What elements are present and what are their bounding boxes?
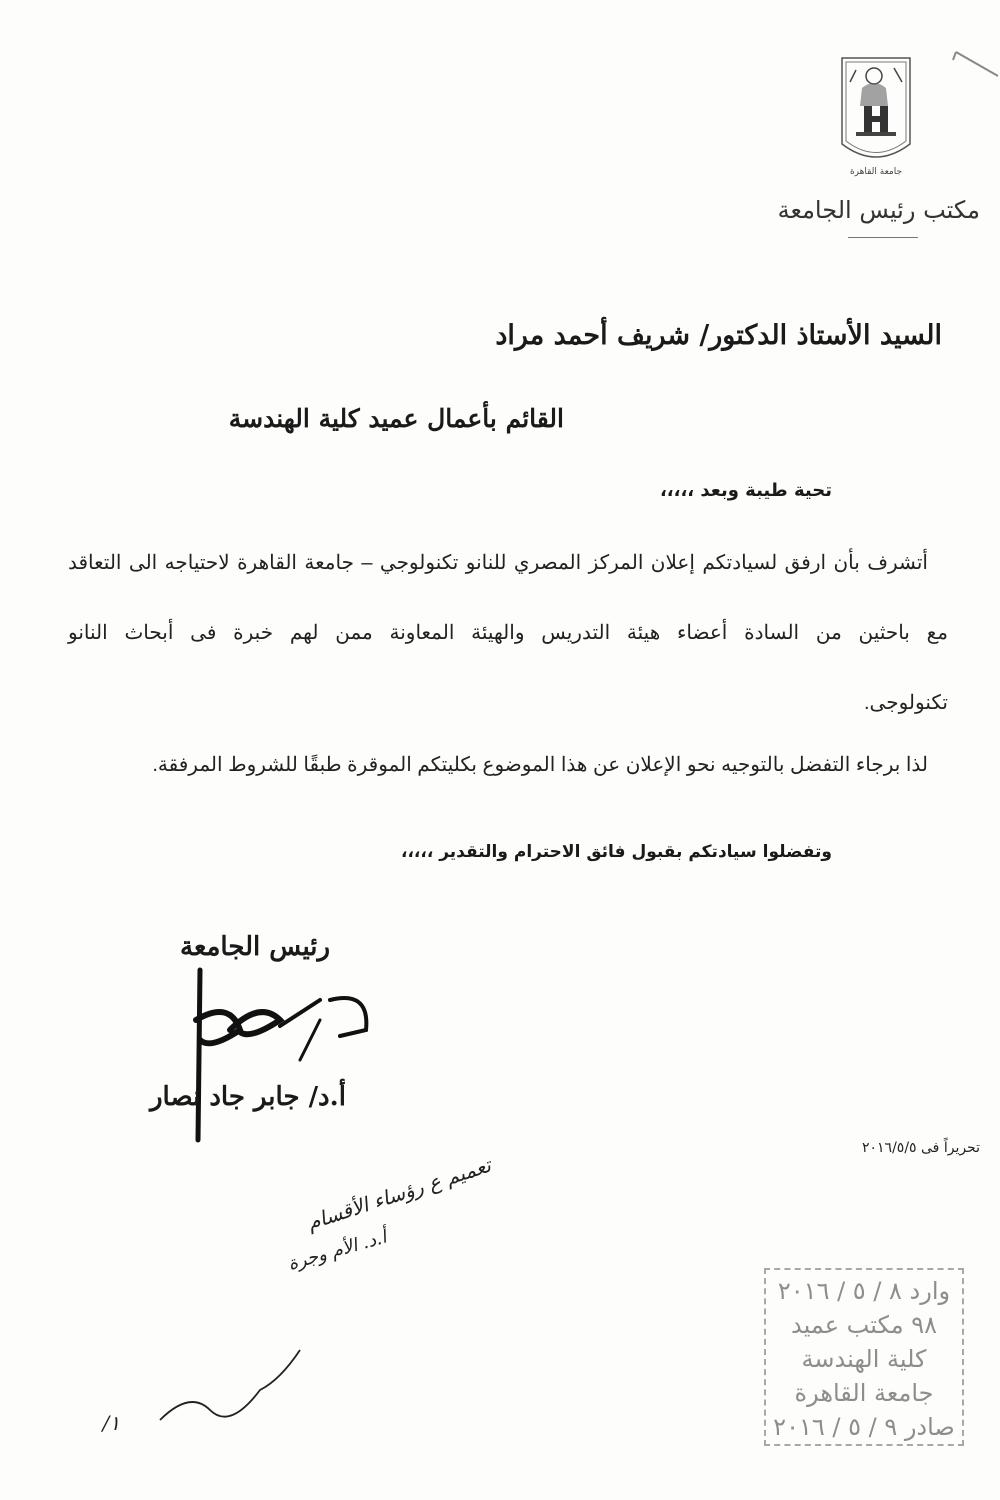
greeting: تحية طيبة وبعد ،،،،، [659,480,832,501]
stamp-line-3: كلية الهندسة [801,1345,927,1373]
recipient-name: السيد الأستاذ الدكتور/ شريف أحمد مراد [495,320,942,351]
stamp-line-4: جامعة القاهرة [794,1379,934,1407]
note-initials: ١/ [102,1411,120,1435]
stamp-line-5: صادر ٩ / ٥ / ٢٠١٦ [773,1413,955,1441]
note-line-1: تعميم ع رؤساء الأقسام [304,1152,494,1235]
staple-mark-icon [950,50,1000,80]
handwritten-signature-icon [170,960,390,1160]
signatory-role: رئيس الجامعة [180,932,331,962]
cairo-university-seal-icon [836,48,916,178]
closing-line: وتفضلوا سيادتكم بقبول فائق الاحترام والتقدير ،،،،، [401,842,832,862]
paragraph-1-line-3: تكنولوجى. [864,692,948,714]
note-line-2: أ.د. الأم وجرة [285,1226,389,1275]
document-date: تحريراً فى ٢٠١٦/٥/٥ [862,1140,980,1156]
stamp-line-1: وارد ٨ / ٥ / ٢٠١٦ [777,1277,951,1305]
recipient-title: القائم بأعمال عميد كلية الهندسة [228,404,564,433]
stamp-line-2: ٩٨ مكتب عميد [791,1311,937,1339]
incoming-stamp [764,1268,964,1446]
signatory-name: أ.د/ جابر جاد نصار [150,1082,346,1112]
office-underline [848,237,918,238]
paragraph-2: لذا برجاء التفضل بالتوجيه نحو الإعلان عن هذا الموضوع بكليتكم الموقرة طبقًا للشروط المرفقة. [152,754,928,776]
paragraph-1-line-2: مع باحثين من السادة أعضاء هيئة التدريس والهيئة المعاونة ممن لهم خبرة فى أبحاث النانو [68,622,948,644]
paragraph-1-line-1: أتشرف بأن ارفق لسيادتكم إعلان المركز المصري للنانو تكنولوجي – جامعة القاهرة لاحتياجه الى التعاقد [68,552,928,574]
handwritten-note [80,1152,494,1450]
logo-caption: جامعة القاهرة [849,167,903,177]
office-heading: مكتب رئيس الجامعة [777,196,980,224]
